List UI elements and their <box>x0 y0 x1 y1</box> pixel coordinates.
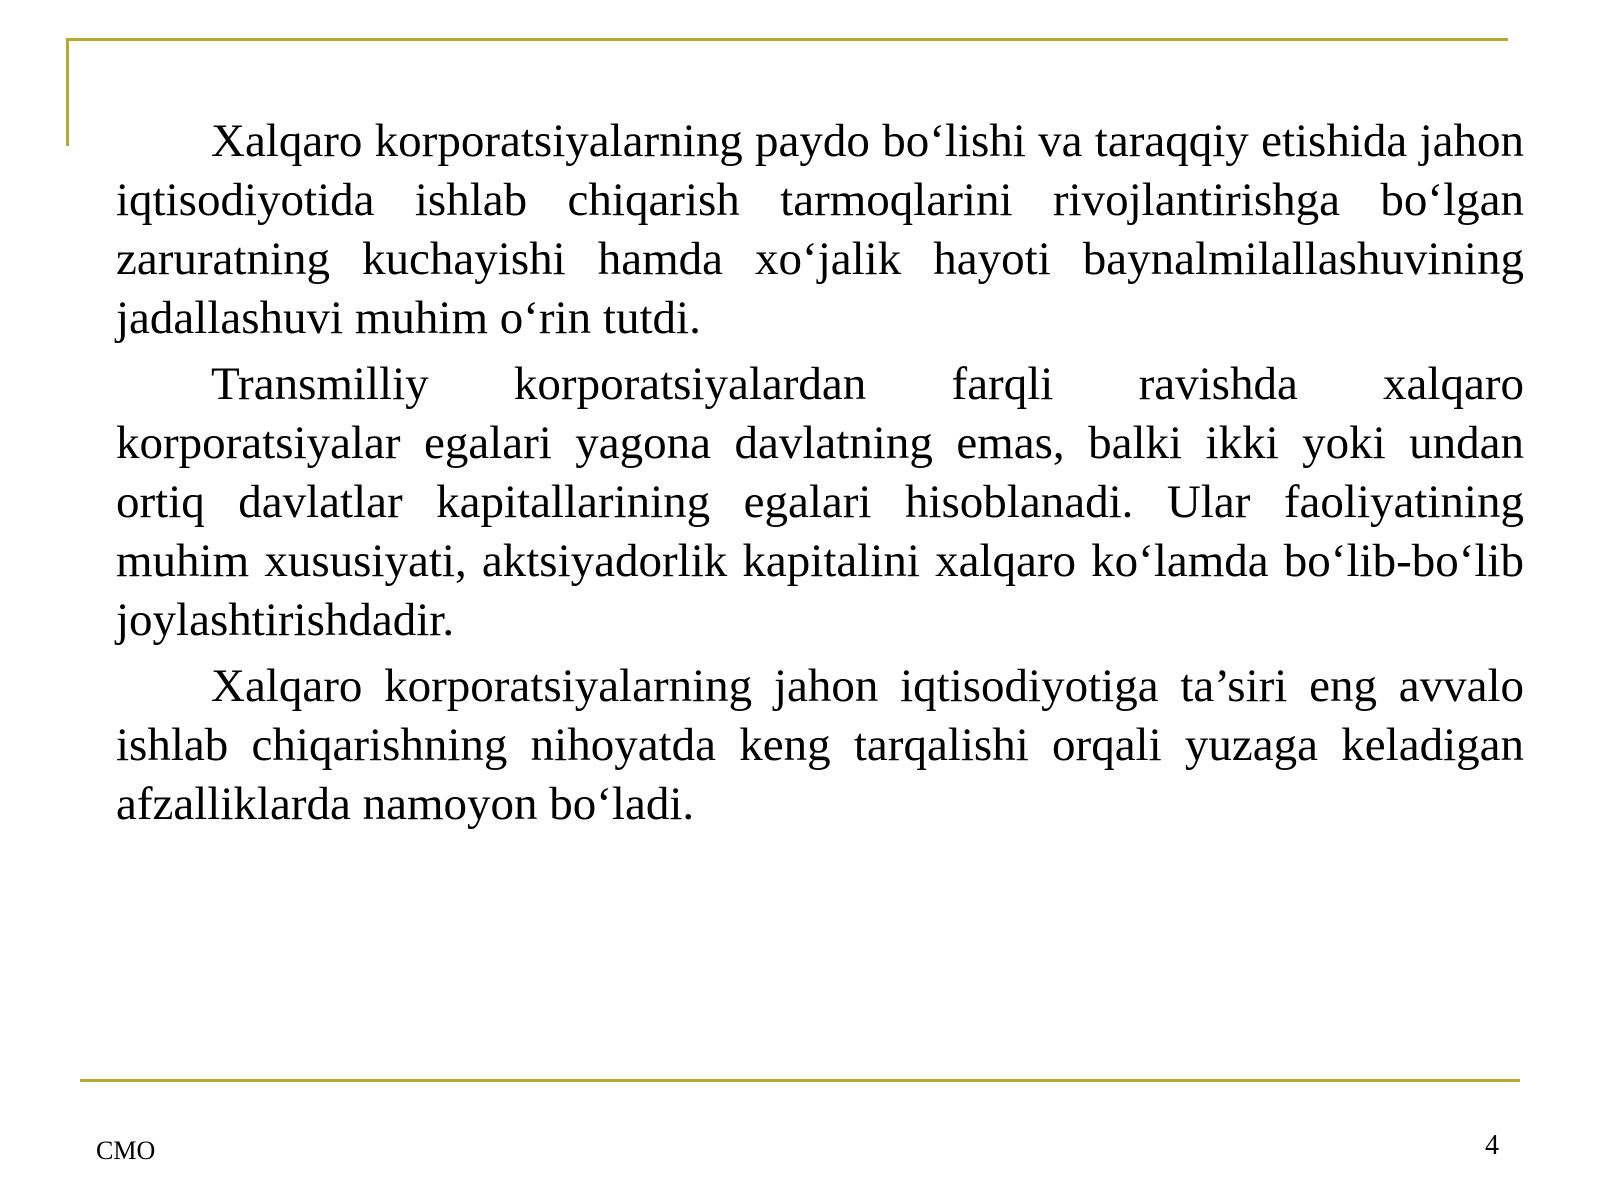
paragraph-2: Transmilliy korporatsiyalardan farqli ravishda xalqaro korporatsiyalar egalari yagona davlatning emas, balki ikki yoki undan ortiq davlatlar kapitallarining egalari hisoblanadi. Ular faoliyatining muhim xususiyati, aktsiyadorlik kapitalini xalqaro ko‘lamda bo‘lib-bo‘lib joylashtirishdadir. <box>116 358 1524 646</box>
slide-body <box>116 112 1524 841</box>
top-rule <box>66 38 1508 41</box>
left-rule <box>66 38 69 146</box>
paragraph-3: Xalqaro korporatsiyalarning jahon iqtisodiyotiga ta’siri eng avvalo ishlab chiqarishning nihoyatda keng tarqalishi orqali yuzaga keladigan afzalliklarda namoyon bo‘ladi. <box>116 660 1524 830</box>
bottom-rule <box>80 1079 1520 1082</box>
paragraph-1: Xalqaro korporatsiyalarning paydo bo‘lishi va taraqqiy etishida jahon iqtisodiyotida ishlab chiqarish tarmoqlarini rivojlantirishga bo‘lgan zaruratning kuchayishi hamda xo‘jalik hayoti baynalmilallashuvining jadallashuvi muhim o‘rin tutdi. <box>116 115 1524 344</box>
page-number: 4 <box>1485 1130 1499 1161</box>
footer-label: CMO <box>96 1136 156 1165</box>
